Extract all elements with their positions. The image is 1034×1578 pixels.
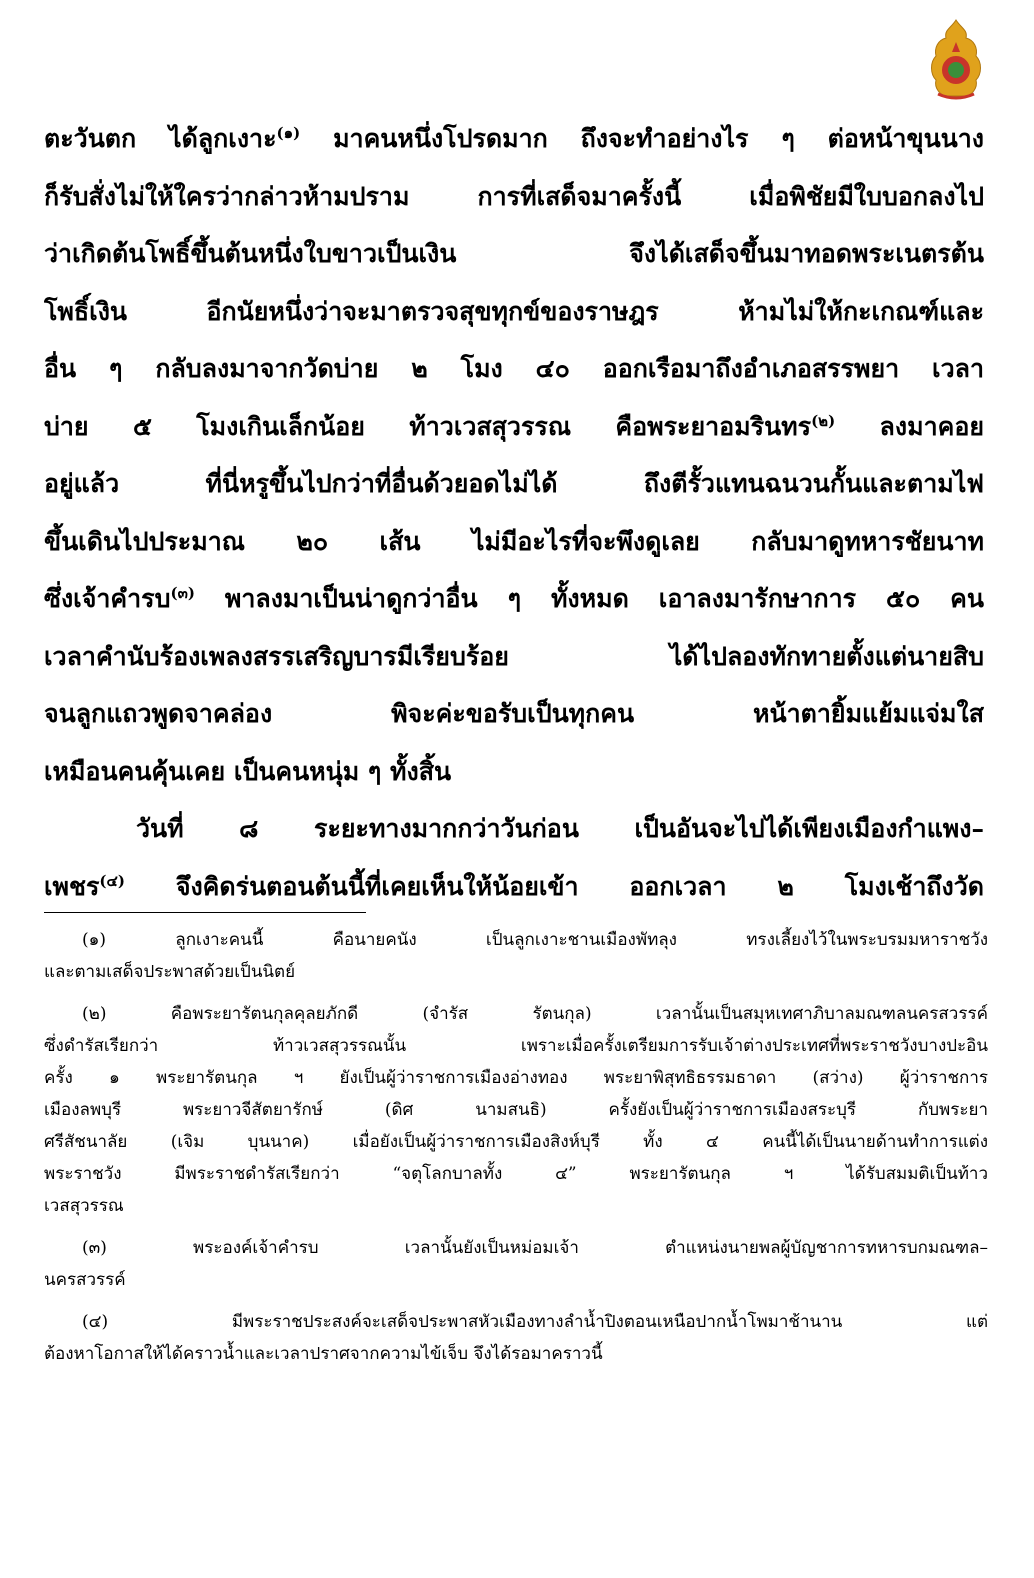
footnote-3 (44, 1232, 988, 1296)
text-line: เหมือนคนคุ้นเคย เป็นคนหนุ่ม ๆ ทั้งสิ้น (44, 756, 452, 786)
text-line: ตะวันตก ได้ลูกเงาะ$^{(๑)}$ มาคนหนึ่งโปรดมาก ถึงจะทำอย่างไร ๆ ต่อหน้าขุนนาง (44, 124, 984, 153)
school-emblem-icon (928, 18, 984, 102)
footnote-ref: (๓) (170, 584, 195, 602)
footnote-2 (44, 998, 988, 1222)
footnote-line: ครั้ง ๑ พระยารัตนกุล ฯ ยังเป็นผู้ว่าราชการเมืองอ่างทอง พระยาพิสุทธิธรรมธาดา (สว่าง) ผู้ว่าราชการ (44, 1068, 988, 1088)
footnote-ref: (๒) (811, 411, 836, 430)
footnote-line: ศรีสัชนาลัย (เจิม บุนนาค) เมื่อยังเป็นผู้ว่าราชการเมืองสิงห์บุรี ทั้ง ๔ คนนี้ได้เป็นนายด้านทำการแต่ง (44, 1132, 988, 1152)
text-line: จนลูกแถวพูดจาคล่อง พิจะค่ะขอรับเป็นทุกคน หน้าตายิ้มแย้มแจ่มใส (44, 699, 984, 728)
footnote-ref: (๑) (276, 124, 301, 142)
text-line: เวลาคำนับร้องเพลงสรรเสริญบารมีเรียบร้อย ได้ไปลองทักทายตั้งแต่นายสิบ (44, 641, 984, 671)
footnotes (44, 924, 988, 1380)
footnote-1 (44, 924, 988, 988)
footnote-line: พระราชวัง มีพระราชดำรัสเรียกว่า “จตุโลกบาลทั้ง ๔” พระยารัตนกุล ฯ ได้รับสมมติเป็นท้าว (44, 1164, 988, 1184)
footnote-divider (44, 912, 366, 913)
text-line: ขึ้นเดินไปประมาณ ๒๐ เส้น ไม่มีอะไรที่จะพึงดูเลย กลับมาดูทหารชัยนาท (44, 526, 984, 556)
footnote-line: (๒) คือพระยารัตนกุลคุลยภักดี (จำรัส รัตนกุล) เวลานั้นเป็นสมุหเทศาภิบาลมณฑลนครสวรรค์ (82, 1004, 988, 1024)
text-line: โพธิ์เงิน อีกนัยหนึ่งว่าจะมาตรวจสุขทุกข์ของราษฎร ห้ามไม่ให้กะเกณฑ์และ (44, 296, 984, 326)
footnote-line: และตามเสด็จประพาสด้วยเป็นนิตย์ (44, 962, 296, 982)
footnote-line: (๓) พระองค์เจ้าคำรบ เวลานั้นยังเป็นหม่อมเจ้า ตำแหน่งนายพลผู้บัญชาการทหารบกมณฑล– (82, 1238, 988, 1258)
footnote-line: (๑) ลูกเงาะคนนี้ คือนายคนัง เป็นลูกเงาะชานเมืองพัทลุง ทรงเลี้ยงไว้ในพระบรมมหาราชวัง (82, 930, 988, 950)
text-line: อยู่แล้ว ที่นี่หรูขึ้นไปกว่าที่อื่นด้วยอดไม่ได้ ถึงตีรั้วแทนฉนวนกั้นและตามไฟ (44, 469, 984, 498)
footnote-line: ซึ่งดำรัสเรียกว่า ท้าวเวสสุวรรณนั้น เพราะเมื่อครั้งเตรียมการรับเจ้าต่างประเทศที่พระราชวังบางปะอิน (44, 1036, 988, 1056)
text-line: ก็รับสั่งไม่ให้ใครว่ากล่าวห้ามปราม การที่เสด็จมาครั้งนี้ เมื่อพิชัยมีใบบอกลงไป (44, 181, 984, 211)
text-line: วันที่ ๘ ระยะทางมากกว่าวันก่อน เป็นอันจะไปได้เพียงเมืองกำแพง– (136, 814, 984, 843)
text-line: บ่าย ๕ โมงเกินเล็กน้อย ท้าวเวสสุวรรณ คือพระยาอมรินทร$^{(๒)}$ ลงมาคอย (44, 411, 984, 441)
text-line: ซึ่งเจ้าคำรบ$^{(๓)}$ พาลงมาเป็นน่าดูกว่าอื่น ๆ ทั้งหมด เอาลงมารักษาการ ๕๐ คน (44, 584, 984, 613)
footnote-line: (๔) มีพระราชประสงค์จะเสด็จประพาสหัวเมืองทางลำน้ำปิงตอนเหนือปากน้ำโพมาช้านาน แต่ (82, 1312, 988, 1332)
text-line: อื่น ๆ กลับลงมาจากวัดบ่าย ๒ โมง ๔๐ ออกเรือมาถึงอำเภอสรรพยา เวลา (44, 354, 984, 383)
footnote-line: เวสสุวรรณ (44, 1196, 124, 1216)
main-text (44, 110, 984, 915)
footnote-4 (44, 1306, 988, 1370)
footnote-ref: (๔) (99, 871, 125, 890)
footnote-line: เมืองลพบุรี พระยาวจีสัตยารักษ์ (ดิศ นามสนธิ) ครั้งยังเป็นผู้ว่าราชการเมืองสระบุรี กับพระยา (44, 1100, 988, 1120)
footnote-line: ต้องหาโอกาสให้ได้คราวน้ำและเวลาปราศจากความไข้เจ็บ จึงได้รอมาคราวนี้ (44, 1344, 603, 1364)
text-line: เพชร$^{(๔)}$ จึงคิดร่นตอนต้นนี้ที่เคยเห็นให้น้อยเข้า ออกเวลา ๒ โมงเช้าถึงวัด (44, 871, 984, 901)
text-line: ว่าเกิดต้นโพธิ์ขึ้นต้นหนึ่งใบขาวเป็นเงิน จึงได้เสด็จขึ้นมาทอดพระเนตรต้น (44, 239, 984, 268)
footnote-line: นครสวรรค์ (44, 1270, 126, 1290)
